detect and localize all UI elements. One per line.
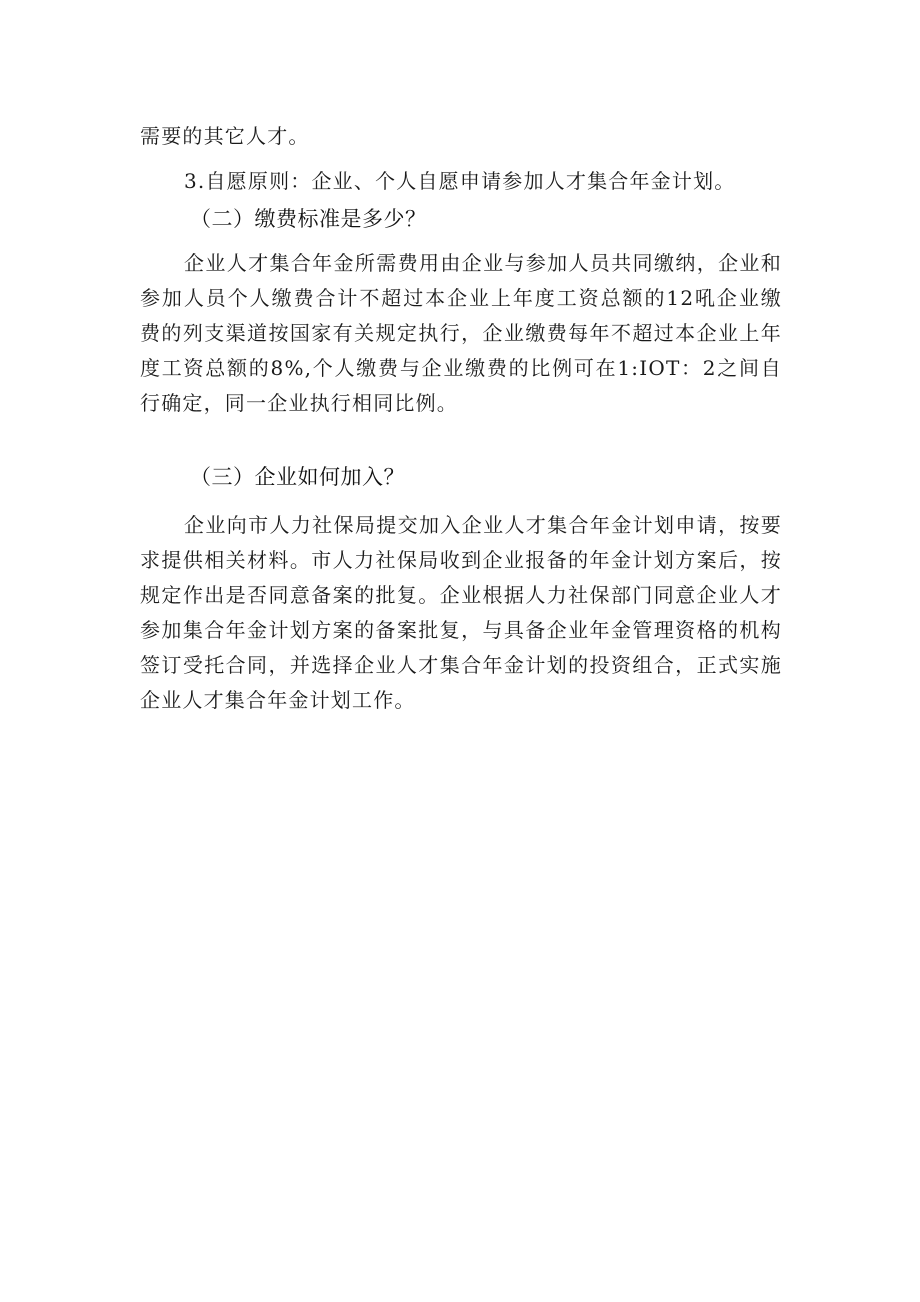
- section-2-text: 企业人才集合年金所需费用由企业与参加人员共同缴纳，企业和参加人员个人缴费合计不超过本企业上年度工资总额的12吼企业缴费的列支渠道按国家有关规定执行，企业缴费每年不超过本企业上年度工资总额的8%,个人缴费与企业缴费的比例可在1:IOT：2之间自行确定，同一企业执行相同比例。: [140, 251, 782, 415]
- section-3-paragraph: [140, 508, 782, 718]
- principle-item-3-text: 3.自愿原则：企业、个人自愿申请参加人才集合年金计划。: [184, 169, 736, 193]
- section-2-heading: （二）缴费标准是多少？: [190, 207, 427, 231]
- section-3-heading: （三）企业如何加入？: [190, 465, 405, 489]
- section-3-heading-block: [140, 459, 782, 495]
- principle-item-3: [140, 164, 782, 199]
- continuation-paragraph: [140, 119, 782, 154]
- continuation-text: 需要的其它人才。: [140, 124, 310, 148]
- section-2-paragraph: [140, 246, 782, 421]
- section-3-text: 企业向市人力社保局提交加入企业人才集合年金计划申请，按要求提供相关材料。市人力社保局收到企业报备的年金计划方案后，按规定作出是否同意备案的批复。企业根据人力社保部门同意企业人才参加集合年金计划方案的备案批复，与具备企业年金管理资格的机构签订受托合同，并选择企业人才集合年金计划的投资组合，正式实施企业人才集合年金计划工作。: [140, 513, 782, 712]
- section-2-heading-block: [140, 201, 782, 237]
